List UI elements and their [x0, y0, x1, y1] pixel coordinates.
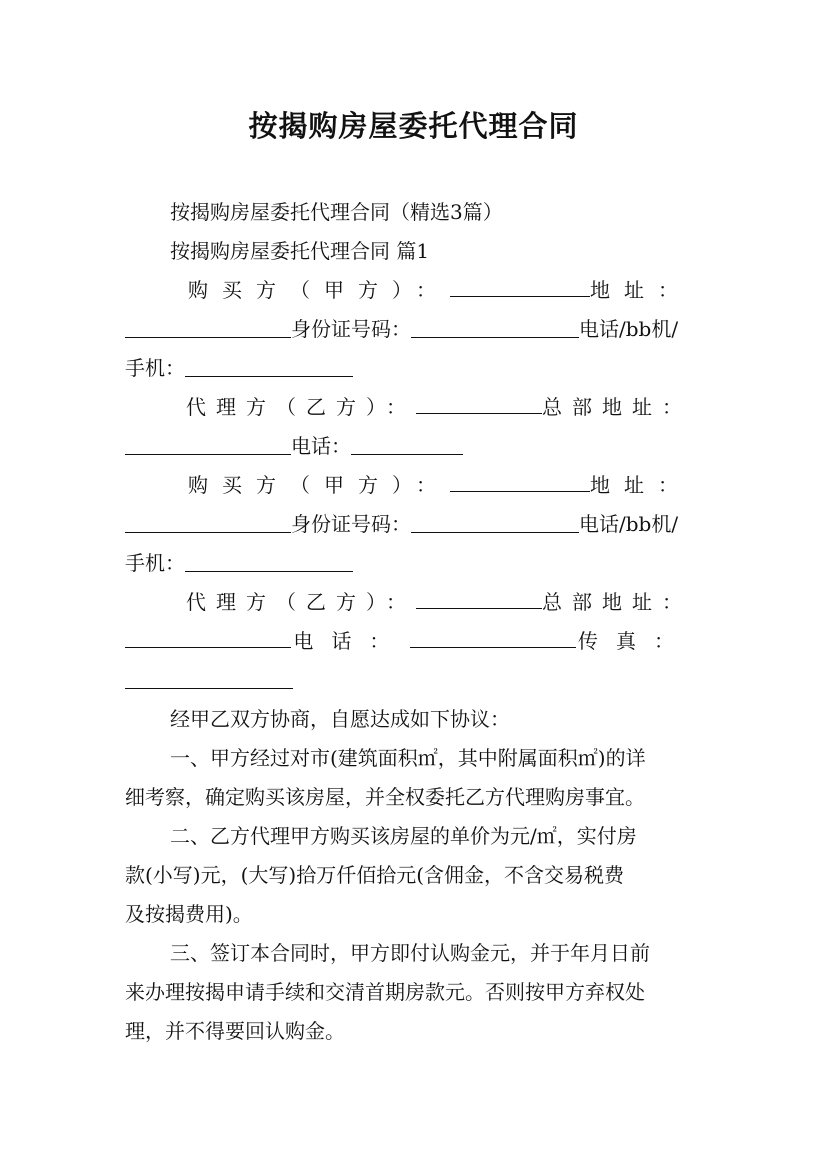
mobile-label: 手机： — [125, 551, 185, 575]
phone-blank — [410, 629, 576, 648]
fax-blank — [125, 670, 293, 689]
phone-mobile-label: 电话/bb机/ — [579, 317, 679, 341]
clause-2-line-3: 及按揭费用)。 — [125, 902, 253, 926]
id-label: 身份证号码： — [291, 317, 411, 341]
hq-address-blank — [125, 436, 291, 455]
agent-line-2 — [186, 590, 692, 614]
clause-3-line-1: 三、签订本合同时，甲方即付认购金元，并于年月日前 — [170, 941, 650, 965]
fax-line-2 — [125, 668, 293, 692]
hq-address-blank — [125, 629, 291, 648]
mobile-blank — [185, 553, 353, 572]
clause-3-line-3: 理，并不得要回认购金。 — [125, 1019, 345, 1043]
address-blank — [125, 319, 291, 338]
id-line-1 — [125, 317, 678, 341]
buyer-label: 购买方（甲方）： — [188, 278, 450, 302]
clause-3-line-2: 来办理按揭申请手续和交清首期房款元。否则按甲方弃权处 — [125, 980, 645, 1004]
id-number-blank — [411, 319, 579, 338]
clause-1-line-2: 细考察，确定购买该房屋，并全权委托乙方代理购房事宜。 — [125, 785, 645, 809]
section-heading: 按揭购房屋委托代理合同 篇1 — [170, 239, 430, 263]
phone-label: 电话： — [293, 629, 408, 653]
id-label: 身份证号码： — [291, 512, 411, 536]
agent-name-blank — [416, 395, 542, 414]
address-label: 地址： — [590, 278, 692, 302]
fax-label: 传真： — [577, 629, 692, 653]
agent-label: 代理方（乙方）： — [186, 395, 416, 419]
clause-1-line-1: 一、甲方经过对市(建筑面积㎡，其中附属面积㎡)的详 — [170, 746, 646, 770]
document-title: 按揭购房屋委托代理合同 — [248, 109, 579, 143]
intro-paragraph: 经甲乙双方协商，自愿达成如下协议： — [170, 707, 510, 731]
mobile-line-1 — [125, 356, 353, 380]
hq-address-label: 总部地址： — [542, 395, 692, 419]
hq-address-label: 总部地址： — [542, 590, 692, 614]
address-blank — [125, 514, 291, 533]
mobile-line-2 — [125, 551, 353, 575]
subtitle: 按揭购房屋委托代理合同（精选3篇） — [170, 200, 503, 224]
phone-mobile-label: 电话/bb机/ — [579, 512, 679, 536]
phone-blank — [351, 436, 463, 455]
agent-name-blank — [416, 590, 542, 609]
id-line-2 — [125, 512, 678, 536]
agent-label: 代理方（乙方）： — [186, 590, 416, 614]
buyer-line-2 — [188, 473, 692, 497]
id-number-blank — [411, 514, 579, 533]
buyer-line-1 — [188, 278, 692, 302]
agent-line-1 — [186, 395, 692, 419]
buyer-name-blank — [450, 278, 590, 297]
buyer-label: 购买方（甲方）： — [188, 473, 450, 497]
clause-2-line-1: 二、乙方代理甲方购买该房屋的单价为元/㎡，实付房 — [170, 824, 637, 848]
buyer-name-blank — [450, 473, 590, 492]
phone-label: 电话： — [291, 434, 351, 458]
mobile-label: 手机： — [125, 356, 185, 380]
phone-fax-line-2 — [125, 629, 692, 653]
clause-2-line-2: 款(小写)元，(大写)拾万仟佰拾元(含佣金，不含交易税费 — [125, 863, 625, 887]
address-label: 地址： — [590, 473, 692, 497]
phone-line-1 — [125, 434, 463, 458]
mobile-blank — [185, 358, 353, 377]
